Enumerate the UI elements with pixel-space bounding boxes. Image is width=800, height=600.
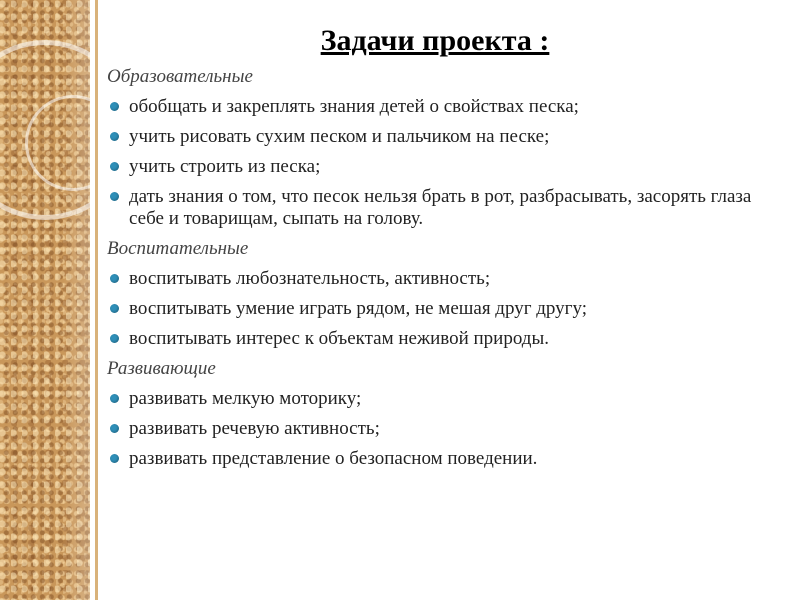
bullet-icon xyxy=(110,334,119,343)
list-item xyxy=(107,388,767,410)
list-item-text: развивать представление о безопасном поведении. xyxy=(129,448,538,469)
bullet-icon xyxy=(110,274,119,283)
section-heading: Развивающие xyxy=(107,358,216,379)
section-upbringing xyxy=(107,238,767,350)
list-item-text: обобщать и закреплять знания детей о свойствах песка; xyxy=(129,96,579,117)
list-item xyxy=(107,298,767,320)
list-item xyxy=(107,126,767,148)
bullet-icon xyxy=(110,102,119,111)
list-item xyxy=(107,186,767,230)
list-item-text: учить строить из песка; xyxy=(129,156,321,177)
bullet-icon xyxy=(110,424,119,433)
section-educational xyxy=(107,66,767,230)
list-item xyxy=(107,418,767,440)
list-item xyxy=(107,156,767,178)
section-heading: Образовательные xyxy=(107,66,253,87)
list-item xyxy=(107,328,767,350)
list-item-text: воспитывать интерес к объектам неживой природы. xyxy=(129,328,549,349)
list-item-text: дать знания о том, что песок нельзя брать в рот, разбрасывать, засорять глаза себе и товарищам, сыпать на голову. xyxy=(129,186,752,229)
bullet-icon xyxy=(110,454,119,463)
bullet-icon xyxy=(110,304,119,313)
slide-content xyxy=(107,66,767,478)
section-developmental xyxy=(107,358,767,470)
section-heading: Воспитательные xyxy=(107,238,249,259)
divider-tan xyxy=(95,0,98,600)
list-item-text: развивать речевую активность; xyxy=(129,418,380,439)
bullet-icon xyxy=(110,132,119,141)
list-item-text: воспитывать любознательность, активность; xyxy=(129,268,491,289)
list-item-text: развивать мелкую моторику; xyxy=(129,388,362,409)
list-item xyxy=(107,96,767,118)
slide-title: Задачи проекта : xyxy=(320,24,550,57)
bullet-icon xyxy=(110,192,119,201)
sand-texture-strip xyxy=(0,0,90,600)
bullet-icon xyxy=(110,162,119,171)
list-item-text: воспитывать умение играть рядом, не мешая друг другу; xyxy=(129,298,588,319)
list-item xyxy=(107,268,767,290)
bullet-icon xyxy=(110,394,119,403)
list-item xyxy=(107,448,767,470)
list-item-text: учить рисовать сухим песком и пальчиком на песке; xyxy=(129,126,550,147)
